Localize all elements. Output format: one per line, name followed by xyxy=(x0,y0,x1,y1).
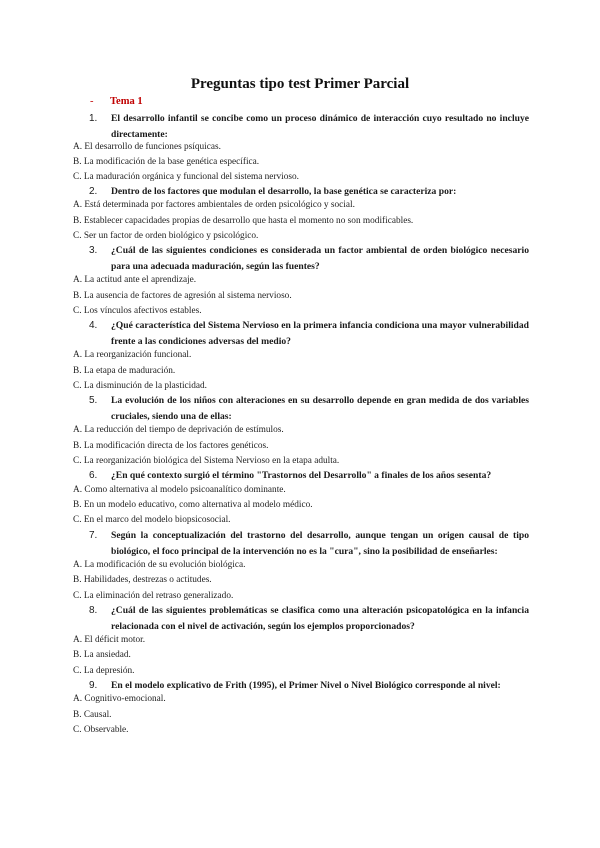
question-7 xyxy=(89,528,529,559)
question-text: ¿Cuál de las siguientes problemáticas se clasifica como una alteración psicopatológica en la infancia relacionada con el nivel de activación, según los ejemplos proporcionados? xyxy=(111,605,529,632)
option-1a: A. El desarrollo de funciones psíquicas. xyxy=(73,142,221,152)
question-number: 8. xyxy=(89,605,98,616)
question-number: 7. xyxy=(89,530,98,541)
option-8b: B. La ansiedad. xyxy=(73,650,131,660)
option-5a: A. La reducción del tiempo de deprivación de estímulos. xyxy=(73,425,284,435)
option-3c: C. Los vínculos afectivos estables. xyxy=(73,306,202,316)
question-5 xyxy=(89,393,529,424)
page-title: Preguntas tipo test Primer Parcial xyxy=(190,76,410,92)
option-1c: C. La maduración orgánica y funcional del sistema nervioso. xyxy=(73,172,299,182)
option-4a: A. La reorganización funcional. xyxy=(73,350,192,360)
question-1 xyxy=(89,111,529,142)
question-8 xyxy=(89,603,529,634)
section-heading xyxy=(90,96,143,107)
option-4c: C. La disminución de la plasticidad. xyxy=(73,381,208,391)
option-6c: C. En el marco del modelo biopsicosocial. xyxy=(73,515,231,525)
question-4 xyxy=(89,318,529,349)
option-3a: A. La actitud ante el aprendizaje. xyxy=(73,275,197,285)
option-3b: B. La ausencia de factores de agresión al sistema nervioso. xyxy=(73,291,292,301)
option-9b: B. Causal. xyxy=(73,710,112,720)
question-text: Dentro de los factores que modulan el desarrollo, la base genética se caracteriza por: xyxy=(111,186,457,197)
question-number: 9. xyxy=(89,680,98,691)
question-text: Según la conceptualización del trastorno del desarrollo, aunque tengan un origen causal de tipo biológico, el foco principal de la intervención no es la "cura", sino la posibilidad de enseñarles: xyxy=(111,530,529,557)
question-text: ¿En qué contexto surgió el término "Trastornos del Desarrollo" a finales de los años sesenta? xyxy=(111,470,492,481)
option-9a: A. Cognitivo-emocional. xyxy=(73,694,166,704)
option-4b: B. La etapa de maduración. xyxy=(73,366,176,376)
question-text: En el modelo explicativo de Frith (1995), el Primer Nivel o Nivel Biológico corresponde al nivel: xyxy=(111,680,501,691)
question-6 xyxy=(89,468,529,484)
question-number: 1. xyxy=(89,113,98,124)
question-text: ¿Qué característica del Sistema Nervioso en la primera infancia condiciona una mayor vulnerabilidad frente a las condiciones adversas del medio? xyxy=(111,320,529,347)
bullet-dash: - xyxy=(90,96,94,107)
option-2a: A. Está determinada por factores ambientales de orden psicológico y social. xyxy=(73,200,355,210)
option-7b: B. Habilidades, destrezas o actitudes. xyxy=(73,575,212,585)
question-2 xyxy=(89,184,529,200)
option-8c: C. La depresión. xyxy=(73,666,135,676)
question-text: La evolución de los niños con alteraciones en su desarrollo depende en gran medida de dos variables cruciales, siendo una de ellas: xyxy=(111,395,529,422)
option-8a: A. El déficit motor. xyxy=(73,635,146,645)
question-number: 6. xyxy=(89,470,98,481)
option-7a: A. La modificación de su evolución biológica. xyxy=(73,560,246,570)
option-2b: B. Establecer capacidades propias de desarrollo que hasta el momento no son modificables. xyxy=(73,216,414,226)
question-text: El desarrollo infantil se concibe como un proceso dinámico de interacción cuyo resultado no incluye directamente: xyxy=(111,113,529,140)
question-number: 2. xyxy=(89,186,98,197)
question-text: ¿Cuál de las siguientes condiciones es considerada un factor ambiental de orden biológico necesario para una adecuada maduración, según las fuentes? xyxy=(111,245,529,272)
question-number: 3. xyxy=(89,245,98,256)
option-5b: B. La modificación directa de los factores genéticos. xyxy=(73,441,269,451)
question-3 xyxy=(89,243,529,274)
question-number: 4. xyxy=(89,320,98,331)
option-6b: B. En un modelo educativo, como alternativa al modelo médico. xyxy=(73,500,313,510)
option-5c: C. La reorganización biológica del Sistema Nervioso en la etapa adulta. xyxy=(73,456,340,466)
option-6a: A. Como alternativa al modelo psicoanalítico dominante. xyxy=(73,485,286,495)
option-9c: C. Observable. xyxy=(73,725,129,735)
option-2c: C. Ser un factor de orden biológico y psicológico. xyxy=(73,231,259,241)
section-label: Tema 1 xyxy=(110,96,143,107)
question-9 xyxy=(89,678,529,694)
option-1b: B. La modificación de la base genética específica. xyxy=(73,157,260,167)
option-7c: C. La eliminación del retraso generalizado. xyxy=(73,591,234,601)
question-number: 5. xyxy=(89,395,98,406)
